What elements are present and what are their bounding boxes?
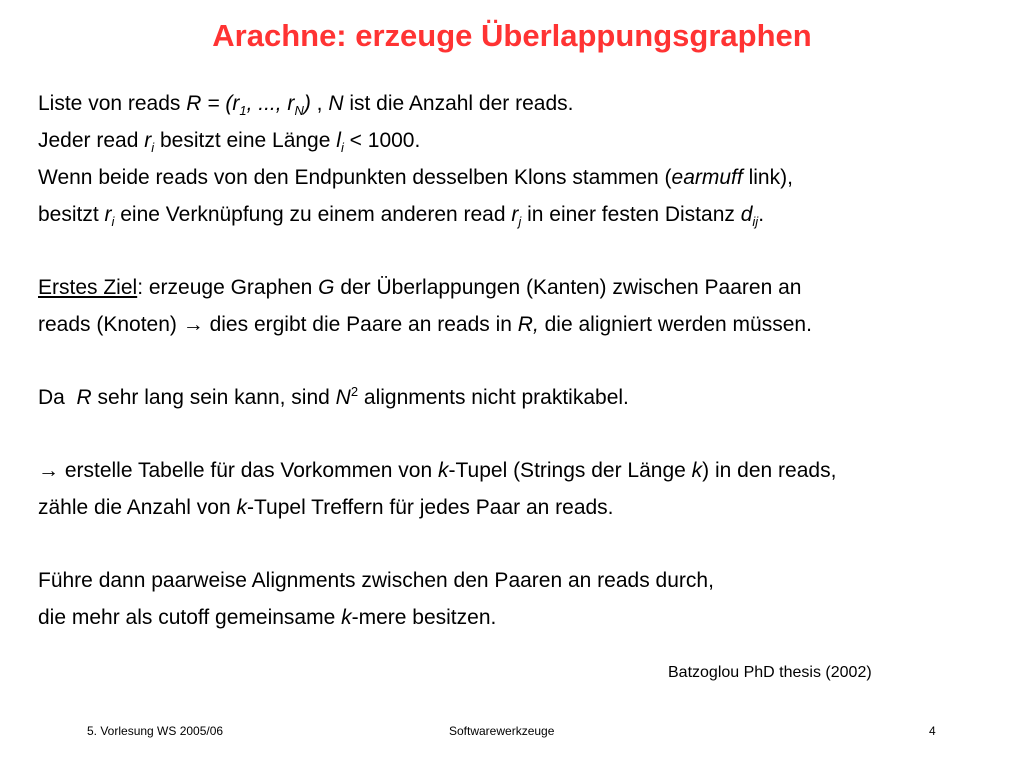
text: link), bbox=[742, 166, 793, 189]
text-line-8 bbox=[38, 452, 1018, 489]
text: -mere besitzen. bbox=[351, 606, 497, 629]
math-r: R, bbox=[517, 313, 539, 336]
text: besitzt eine Länge bbox=[154, 129, 337, 152]
slide-title: Arachne: erzeuge Überlappungsgraphen bbox=[212, 18, 812, 53]
math-r: r bbox=[511, 203, 519, 226]
text-line-10 bbox=[38, 562, 1018, 599]
text: ) in den reads, bbox=[702, 459, 837, 482]
text: in einer festen Distanz bbox=[521, 203, 741, 226]
text: Liste von reads bbox=[38, 92, 187, 115]
text-line-1 bbox=[38, 85, 1018, 122]
subscript: j bbox=[518, 214, 522, 230]
text: erstelle Tabelle für das Vorkommen von bbox=[59, 459, 438, 482]
footer-course: 5. Vorlesung WS 2005/06 bbox=[87, 724, 224, 738]
math-k: k bbox=[691, 459, 703, 482]
text: der Überlappungen (Kanten) zwischen Paaren an bbox=[334, 276, 802, 299]
page-number: 4 bbox=[929, 724, 936, 738]
text-line-9 bbox=[38, 489, 1018, 526]
text: : erzeuge Graphen bbox=[137, 276, 319, 299]
math-r: r bbox=[144, 129, 152, 152]
text: die aligniert werden müssen. bbox=[538, 313, 812, 336]
math-n: N bbox=[328, 92, 344, 115]
subscript: i bbox=[340, 140, 344, 156]
spacer bbox=[38, 233, 1018, 269]
spacer bbox=[38, 416, 1018, 452]
text: dies ergibt die Paare an reads in bbox=[203, 313, 518, 336]
math-r: r bbox=[104, 203, 112, 226]
text: -Tupel (Strings der Länge bbox=[448, 459, 692, 482]
arrow-right-icon: → bbox=[182, 313, 204, 336]
text: alignments nicht praktikabel. bbox=[358, 386, 629, 409]
footer-topic: Softwarewerkzeuge bbox=[449, 724, 555, 738]
subscript: i bbox=[151, 140, 155, 156]
subscript: 1 bbox=[239, 103, 247, 119]
text: Da bbox=[38, 386, 77, 409]
text: ist die Anzahl der reads. bbox=[343, 92, 574, 115]
slide-body bbox=[38, 85, 1018, 636]
text: Führe dann paarweise Alignments zwischen den Paaren an reads durch, bbox=[38, 569, 714, 592]
text-line-6 bbox=[38, 306, 1018, 343]
text-line-3 bbox=[38, 159, 1018, 196]
text: -Tupel Treffern für jedes Paar an reads. bbox=[246, 496, 614, 519]
superscript: 2 bbox=[350, 384, 359, 399]
text-line-4 bbox=[38, 196, 1018, 233]
math-k: k bbox=[341, 606, 352, 629]
arrow-right-icon: → bbox=[38, 459, 59, 482]
math-r: , ..., r bbox=[246, 92, 295, 115]
math-l: l bbox=[336, 129, 341, 152]
math-k: k bbox=[236, 496, 247, 519]
math-n: N bbox=[335, 386, 351, 409]
text: < 1000. bbox=[343, 129, 421, 152]
text: sehr lang sein kann, sind bbox=[91, 386, 336, 409]
subscript: N bbox=[294, 103, 304, 119]
text-line-5 bbox=[38, 269, 1018, 306]
spacer bbox=[38, 526, 1018, 562]
text: reads (Knoten) bbox=[38, 313, 183, 336]
text: die mehr als cutoff gemeinsame bbox=[38, 606, 342, 629]
text: . bbox=[758, 203, 765, 226]
text: Jeder read bbox=[38, 129, 145, 152]
math-r: R = (r bbox=[186, 92, 240, 115]
emphasis: earmuff bbox=[671, 166, 743, 189]
math-d: d bbox=[740, 203, 753, 226]
math-g: G bbox=[318, 276, 335, 299]
math-r: R bbox=[76, 386, 92, 409]
text: Wenn beide reads von den Endpunkten desselben Klons stammen ( bbox=[38, 166, 672, 189]
text: eine Verknüpfung zu einem anderen read bbox=[114, 203, 512, 226]
text: besitzt bbox=[38, 203, 105, 226]
math-paren: ) bbox=[303, 92, 311, 115]
text: zähle die Anzahl von bbox=[38, 496, 237, 519]
text-line-11 bbox=[38, 599, 1018, 636]
underlined-heading: Erstes Ziel bbox=[38, 276, 138, 299]
spacer bbox=[38, 343, 1018, 379]
text-line-2 bbox=[38, 122, 1018, 159]
math-k: k bbox=[437, 459, 449, 482]
subscript: i bbox=[111, 214, 115, 230]
text: , bbox=[310, 92, 329, 115]
citation: Batzoglou PhD thesis (2002) bbox=[668, 664, 872, 681]
subscript: ij bbox=[752, 214, 759, 230]
text-line-7 bbox=[38, 379, 1018, 416]
